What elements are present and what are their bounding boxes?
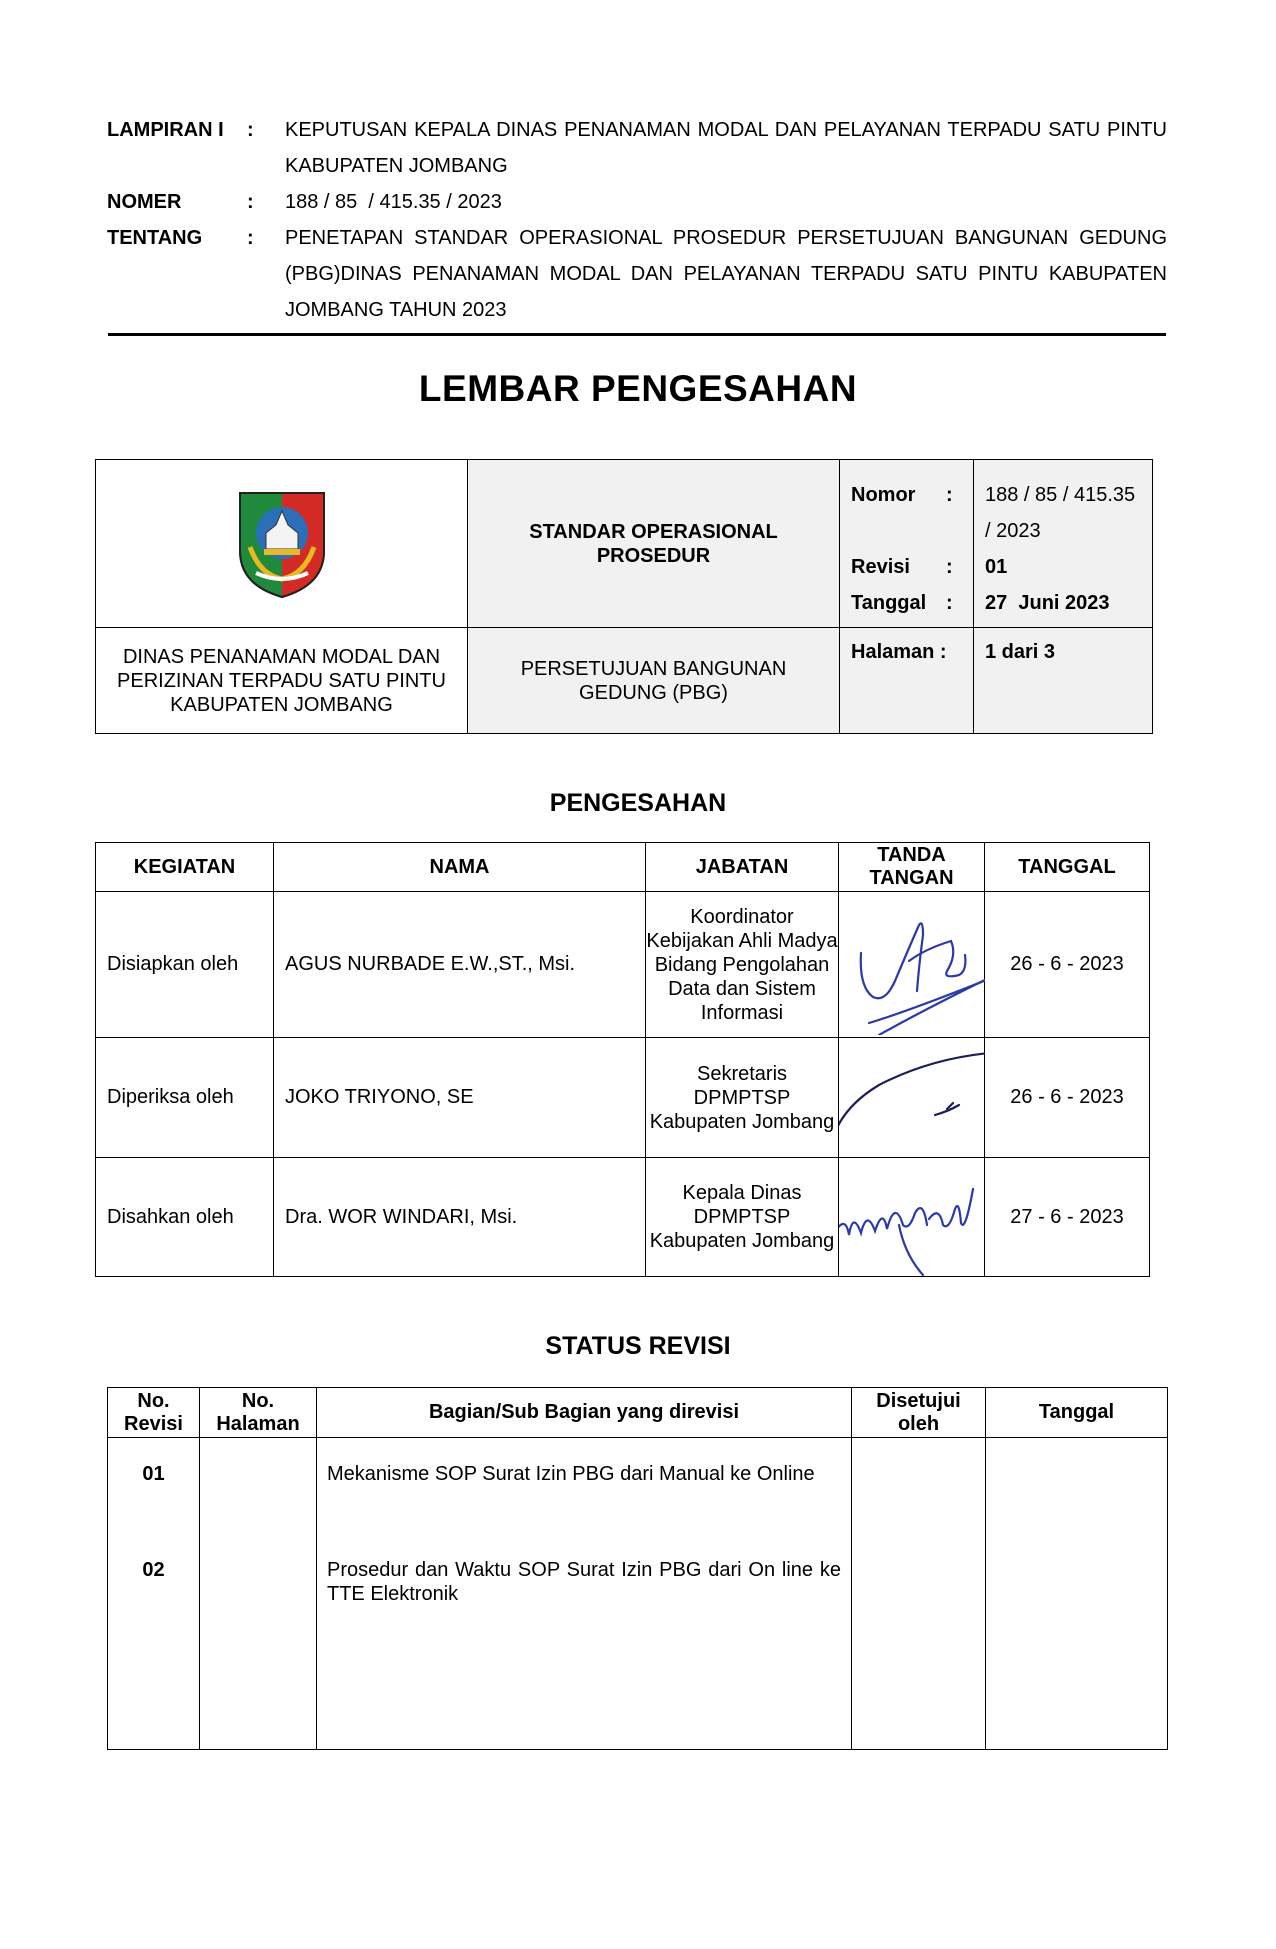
oleh-label: oleh bbox=[897, 1412, 940, 1435]
lampiran-value: KEPUTUSAN KEPALA DINAS PENANAMAN MODAL DAN PELAYANAN TERPADU SATU PINTU KABUPATEN JOMBANG bbox=[285, 119, 1167, 177]
signature-cell bbox=[839, 892, 985, 1038]
nomor-value-line1: 188 / 85 / 415.35 bbox=[985, 484, 1136, 506]
tanda-label: TANDA bbox=[877, 844, 946, 866]
revision-number: 02 bbox=[142, 1559, 165, 1581]
jombang-emblem-icon bbox=[236, 489, 328, 599]
col-kegiatan: KEGIATAN bbox=[96, 843, 274, 892]
lampiran-label: LAMPIRAN I bbox=[107, 119, 224, 141]
pengesahan-title: PENGESAHAN bbox=[549, 789, 727, 817]
status-revisi-table bbox=[107, 1387, 1168, 1750]
pengesahan-table bbox=[95, 842, 1150, 1277]
signature-cell bbox=[839, 1158, 985, 1277]
colon: : bbox=[946, 484, 953, 506]
no-halaman-cell bbox=[200, 1438, 317, 1750]
tentang-value: PENETAPAN STANDAR OPERASIONAL PROSEDUR PERSETUJUAN BANGUNAN GEDUNG (PBG)DINAS PENANAMAN MODAL DAN PELAYANAN TERPADU SATU PINTU KABUPATEN JOMBANG TAHUN 2023 bbox=[285, 227, 1167, 321]
revision-description: Mekanisme SOP Surat Izin PBG dari Manual ke Online bbox=[327, 1463, 815, 1485]
tanggal-cell bbox=[986, 1438, 1168, 1750]
halaman-label: Halaman bbox=[216, 1412, 300, 1435]
col-tanda-tangan bbox=[839, 843, 985, 892]
tanggal-value: 27 Juni 2023 bbox=[985, 592, 1110, 614]
nama-cell: Dra. WOR WINDARI, Msi. bbox=[274, 1158, 646, 1277]
meta-values-cell bbox=[974, 460, 1152, 628]
colon: : bbox=[247, 227, 254, 249]
nama-cell: AGUS NURBADE E.W.,ST., Msi. bbox=[274, 892, 646, 1038]
pengesahan-header-row bbox=[96, 843, 1150, 892]
nomor-value-line2: / 2023 bbox=[985, 520, 1041, 542]
tanggal-cell: 26 - 6 - 2023 bbox=[985, 1038, 1150, 1158]
table-row bbox=[96, 892, 1150, 1038]
lampiran-row bbox=[107, 112, 1167, 184]
halaman-value: 1 dari 3 bbox=[985, 641, 1056, 663]
tangan-label: TANGAN bbox=[869, 867, 954, 889]
tanggal-label: Tanggal bbox=[851, 592, 927, 614]
procedure-cell bbox=[468, 628, 840, 733]
tanggal-cell: 27 - 6 - 2023 bbox=[985, 1158, 1150, 1277]
tanggal-cell: 26 - 6 - 2023 bbox=[985, 892, 1150, 1038]
page-title: LEMBAR PENGESAHAN bbox=[418, 368, 858, 409]
revision-description: Prosedur dan Waktu SOP Surat Izin PBG dari On line ke TTE Elektronik bbox=[327, 1559, 841, 1605]
document-header bbox=[107, 112, 1167, 328]
table-row bbox=[96, 1038, 1150, 1158]
signature-1-icon bbox=[839, 895, 985, 1035]
sop-identity-table bbox=[95, 459, 1153, 734]
bagian-cell bbox=[317, 1438, 852, 1750]
agency-cell bbox=[96, 628, 468, 733]
kegiatan-cell: Disiapkan oleh bbox=[96, 892, 274, 1038]
nomer-row bbox=[107, 184, 1167, 220]
col-tanggal: Tanggal bbox=[986, 1388, 1168, 1438]
nomer-label: NOMER bbox=[107, 191, 182, 213]
colon: : bbox=[247, 191, 254, 213]
status-revisi-title: STATUS REVISI bbox=[545, 1332, 731, 1360]
col-jabatan: JABATAN bbox=[646, 843, 839, 892]
colon: : bbox=[946, 592, 953, 614]
jabatan-cell: Sekretaris DPMPTSP Kabupaten Jombang bbox=[646, 1038, 839, 1158]
halaman-label: Halaman : bbox=[851, 641, 947, 663]
col-disetujui bbox=[852, 1388, 986, 1438]
doc-type-cell bbox=[468, 460, 840, 628]
disetujui-cell bbox=[852, 1438, 986, 1750]
signature-cell bbox=[839, 1038, 985, 1158]
colon: : bbox=[946, 556, 953, 578]
nomor-label: Nomor bbox=[851, 484, 916, 506]
agency-name: DINAS PENANAMAN MODAL DAN PERIZINAN TERPADU SATU PINTU KABUPATEN JOMBANG bbox=[117, 645, 446, 716]
kegiatan-cell: Diperiksa oleh bbox=[96, 1038, 274, 1158]
kegiatan-cell: Disahkan oleh bbox=[96, 1158, 274, 1277]
col-nama: NAMA bbox=[274, 843, 646, 892]
status-revisi-header-row bbox=[108, 1388, 1168, 1438]
col-bagian: Bagian/Sub Bagian yang direvisi bbox=[317, 1388, 852, 1438]
col-tanggal: TANGGAL bbox=[985, 843, 1150, 892]
logo-cell bbox=[96, 460, 468, 628]
revisi-value: 01 bbox=[985, 556, 1008, 578]
halaman-label-cell bbox=[840, 628, 974, 733]
no-label: No. bbox=[241, 1389, 275, 1412]
signature-2-icon bbox=[839, 1039, 985, 1157]
halaman-value-cell bbox=[974, 628, 1152, 733]
tentang-label: TENTANG bbox=[107, 227, 203, 249]
colon: : bbox=[247, 119, 254, 141]
revision-number: 01 bbox=[142, 1463, 165, 1485]
revisi-label: Revisi bbox=[124, 1412, 183, 1435]
no-label: No. bbox=[137, 1389, 170, 1412]
disetujui-label: Disetujui bbox=[876, 1389, 961, 1412]
revisi-label: Revisi bbox=[851, 556, 910, 578]
signature-3-icon bbox=[839, 1159, 985, 1276]
jabatan-cell: Kepala Dinas DPMPTSP Kabupaten Jombang bbox=[646, 1158, 839, 1277]
procedure-name: PERSETUJUAN BANGUNAN GEDUNG (PBG) bbox=[520, 657, 787, 704]
table-row bbox=[96, 1158, 1150, 1277]
header-divider bbox=[108, 333, 1166, 336]
nomer-value: 188 / 85 / 415.35 / 2023 bbox=[285, 191, 502, 213]
doc-type: STANDAR OPERASIONAL PROSEDUR bbox=[529, 520, 778, 567]
meta-labels-cell bbox=[840, 460, 974, 628]
nama-cell: JOKO TRIYONO, SE bbox=[274, 1038, 646, 1158]
status-revisi-body-row bbox=[108, 1438, 1168, 1750]
tentang-row bbox=[107, 220, 1167, 328]
col-no-revisi bbox=[108, 1388, 200, 1438]
col-no-halaman bbox=[200, 1388, 317, 1438]
no-revisi-cell bbox=[108, 1438, 200, 1750]
jabatan-cell: Koordinator Kebijakan Ahli Madya Bidang Pengolahan Data dan Sistem Informasi bbox=[646, 892, 839, 1038]
